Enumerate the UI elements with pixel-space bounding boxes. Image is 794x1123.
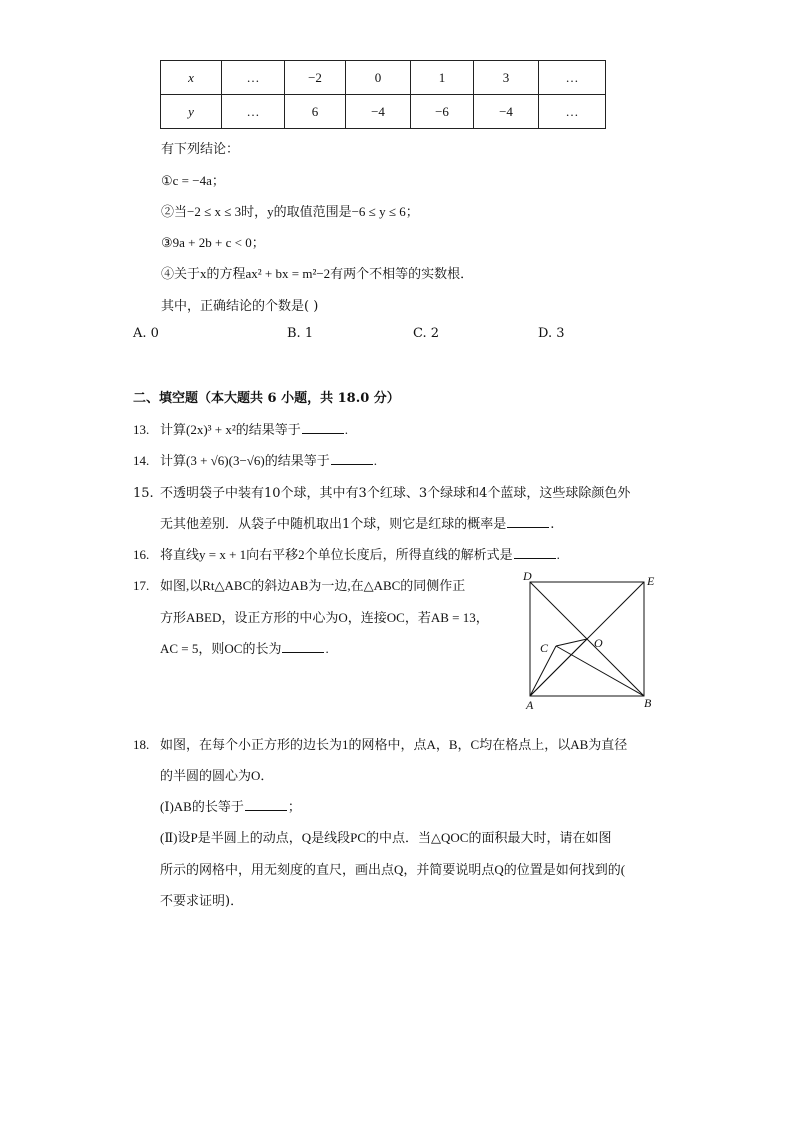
question-text: 计算(2x)³ + x²的结果等于 <box>160 422 301 437</box>
q12-conclusion-4: ④关于x的方程ax² + bx = m²−2有两个不相等的实数根． <box>161 266 474 281</box>
section-title: 二、填空题（本大题共 6 小题，共 18.0 分） <box>133 391 400 406</box>
segment-cb <box>556 646 644 696</box>
question-text: 如图，在每个小正方形的边长为1的网格中，点A，B，C均在格点上，以AB为直径 <box>160 737 628 752</box>
square-figure <box>518 568 668 714</box>
q12-conclusion-3: ③9a + 2b + c < 0； <box>161 235 265 250</box>
table-row-label: x <box>161 61 222 95</box>
question-18-line-2: 的半圆的圆心为O． <box>160 768 274 783</box>
table-cell: 0 <box>346 61 411 95</box>
table-row-x <box>161 61 606 95</box>
question-number: 15. <box>133 486 154 501</box>
table-cell: −2 <box>285 61 346 95</box>
question-number: 17. <box>133 578 150 593</box>
question-18-part-2-line-2: 所示的网格中，用无刻度的直尺，画出点Q，并简要说明点Q的位置是如何找到的( <box>160 862 626 877</box>
q12-option-a: A. 0 <box>133 326 159 341</box>
label-d: D <box>523 569 532 583</box>
table-cell: … <box>539 95 606 129</box>
question-text: 不透明袋子中装有10个球，其中有3个红球、3个绿球和4个蓝球，这些球除颜色外 <box>160 486 631 501</box>
table-row-y <box>161 95 606 129</box>
answer-blank[interactable] <box>514 547 556 559</box>
segment-co <box>556 639 587 646</box>
punct: . <box>344 422 349 437</box>
question-text: 计算(3 + √6)(3−√6)的结果等于 <box>160 453 330 468</box>
question-15-line-2 <box>160 513 554 532</box>
question-number: 18. <box>133 737 150 752</box>
question-16 <box>133 544 560 563</box>
table-cell: 1 <box>411 61 474 95</box>
punct: . <box>556 547 560 562</box>
q12-conclusion-1: ①c = −4a； <box>161 173 225 188</box>
question-text: 将直线y = x + 1向右平移2个单位长度后，所得直线的解析式是 <box>160 547 513 562</box>
q12-question: 其中，正确结论的个数是( ) <box>161 299 319 314</box>
question-13 <box>133 419 348 438</box>
question-text: 无其他差别．从袋子中随机取出1个球，则它是红球的概率是 <box>160 517 507 532</box>
answer-blank[interactable] <box>245 799 287 811</box>
question-18-line-1 <box>133 734 627 753</box>
punct: . <box>373 453 377 468</box>
label-c: C <box>540 641 549 655</box>
question-17-line-1 <box>133 575 465 594</box>
q12-option-c: C. 2 <box>413 326 440 341</box>
q12-conclusion-2: ②当−2 ≤ x ≤ 3时，y的取值范围是−6 ≤ y ≤ 6； <box>161 204 419 219</box>
answer-blank[interactable] <box>282 641 324 653</box>
table-cell: −4 <box>346 95 411 129</box>
table-cell: 3 <box>474 61 539 95</box>
label-o: O <box>594 636 603 650</box>
label-e: E <box>647 574 655 588</box>
question-text: (Ⅰ)AB的长等于 <box>160 799 244 814</box>
table-cell: −4 <box>474 95 539 129</box>
table-cell: 6 <box>285 95 346 129</box>
answer-blank[interactable] <box>302 422 344 434</box>
question-18-part-1 <box>160 796 301 815</box>
question-number: 14. <box>133 453 150 468</box>
table-cell: … <box>222 95 285 129</box>
xy-value-table <box>160 60 606 129</box>
table-cell: −6 <box>411 95 474 129</box>
answer-blank[interactable] <box>331 453 373 465</box>
punct: . <box>550 517 555 532</box>
question-17-line-2: 方形ABED，设正方形的中心为O，连接OC，若AB = 13， <box>160 610 489 625</box>
question-14 <box>133 450 377 469</box>
question-number: 16. <box>133 547 150 562</box>
table-cell: … <box>539 61 606 95</box>
punct: ； <box>287 799 301 814</box>
label-a: A <box>526 698 534 712</box>
q12-option-d: D. 3 <box>538 326 565 341</box>
question-18-part-2-line-1: (Ⅱ)设P是半圆上的动点，Q是线段PC的中点．当△QOC的面积最大时，请在如图 <box>160 830 612 845</box>
question-text: AC = 5，则OC的长为 <box>160 641 282 656</box>
answer-blank[interactable] <box>507 516 549 528</box>
table-row-label: y <box>161 95 222 129</box>
q12-option-b: B. 1 <box>287 326 314 341</box>
q12-intro: 有下列结论： <box>161 142 240 157</box>
punct: . <box>325 641 329 656</box>
question-17-line-3 <box>160 638 329 657</box>
question-text: 如图,以Rt△ABC的斜边AB为一边,在△ABC的同侧作正 <box>160 578 466 593</box>
question-15-line-1 <box>133 482 630 501</box>
question-18-part-2-line-3: 不要求证明)． <box>160 894 244 909</box>
table-cell: … <box>222 61 285 95</box>
label-b: B <box>644 696 652 710</box>
question-number: 13. <box>133 422 150 437</box>
